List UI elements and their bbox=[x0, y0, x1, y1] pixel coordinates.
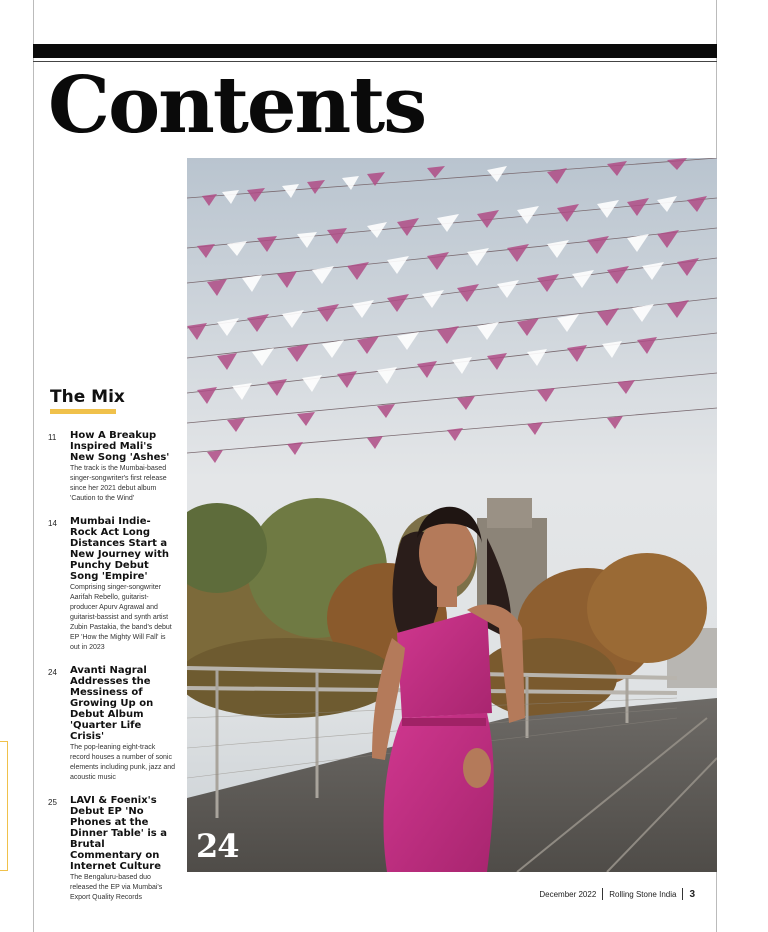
toc-description: The pop-leaning eight-track record houses a number of sonic elements including punk, jazz and acoustic music bbox=[70, 744, 176, 781]
page-title: Contents bbox=[48, 60, 426, 151]
page-footer bbox=[539, 888, 695, 900]
toc-page-number: 24 bbox=[48, 668, 57, 677]
toc-item[interactable] bbox=[48, 795, 176, 903]
toc-item[interactable] bbox=[48, 516, 176, 653]
header-thick-rule bbox=[33, 44, 717, 58]
toc-description: The Bengaluru-based duo released the EP via Mumbai's Export Quality Records bbox=[70, 874, 163, 901]
hero-page-number: 24 bbox=[196, 827, 239, 865]
toc-description: Comprising singer-songwriter Aarifah Rebello, guitarist-producer Apurv Agrawal and guitarist-bassist and synth artist Zubin Pastakia, the band's debut EP 'How the Mighty Will Fall' is out in 2023 bbox=[70, 584, 172, 651]
toc-item[interactable] bbox=[48, 430, 176, 504]
section-title: The Mix bbox=[50, 387, 125, 407]
side-accent-box bbox=[0, 741, 8, 871]
footer-page-number: 3 bbox=[689, 888, 695, 900]
section-title-underline bbox=[50, 409, 116, 414]
toc-headline[interactable]: Mumbai Indie-Rock Act Long Distances Start a New Journey with Punchy Debut Song 'Empire' bbox=[70, 516, 169, 582]
footer-separator bbox=[602, 888, 603, 900]
toc-headline[interactable]: Avanti Nagral Addresses the Messiness of Growing Up on Debut Album 'Quarter Life Crisis' bbox=[70, 665, 154, 742]
footer-publication: Rolling Stone India bbox=[609, 889, 677, 899]
table-of-contents bbox=[48, 430, 176, 915]
toc-page-number: 14 bbox=[48, 519, 57, 528]
footer-date: December 2022 bbox=[539, 889, 597, 899]
toc-description: The track is the Mumbai-based singer-songwriter's first release since her 2021 debut album 'Caution to the Wind' bbox=[70, 465, 167, 502]
toc-page-number: 25 bbox=[48, 798, 57, 807]
toc-headline[interactable]: How A Breakup Inspired Mali's New Song 'Ashes' bbox=[70, 430, 170, 463]
footer-separator bbox=[682, 888, 683, 900]
toc-item[interactable] bbox=[48, 665, 176, 783]
hero-photo[interactable] bbox=[187, 158, 717, 872]
toc-page-number: 11 bbox=[48, 433, 57, 442]
toc-headline[interactable]: LAVI & Foenix's Debut EP 'No Phones at the Dinner Table' is a Brutal Commentary on Internet Culture bbox=[70, 795, 167, 872]
